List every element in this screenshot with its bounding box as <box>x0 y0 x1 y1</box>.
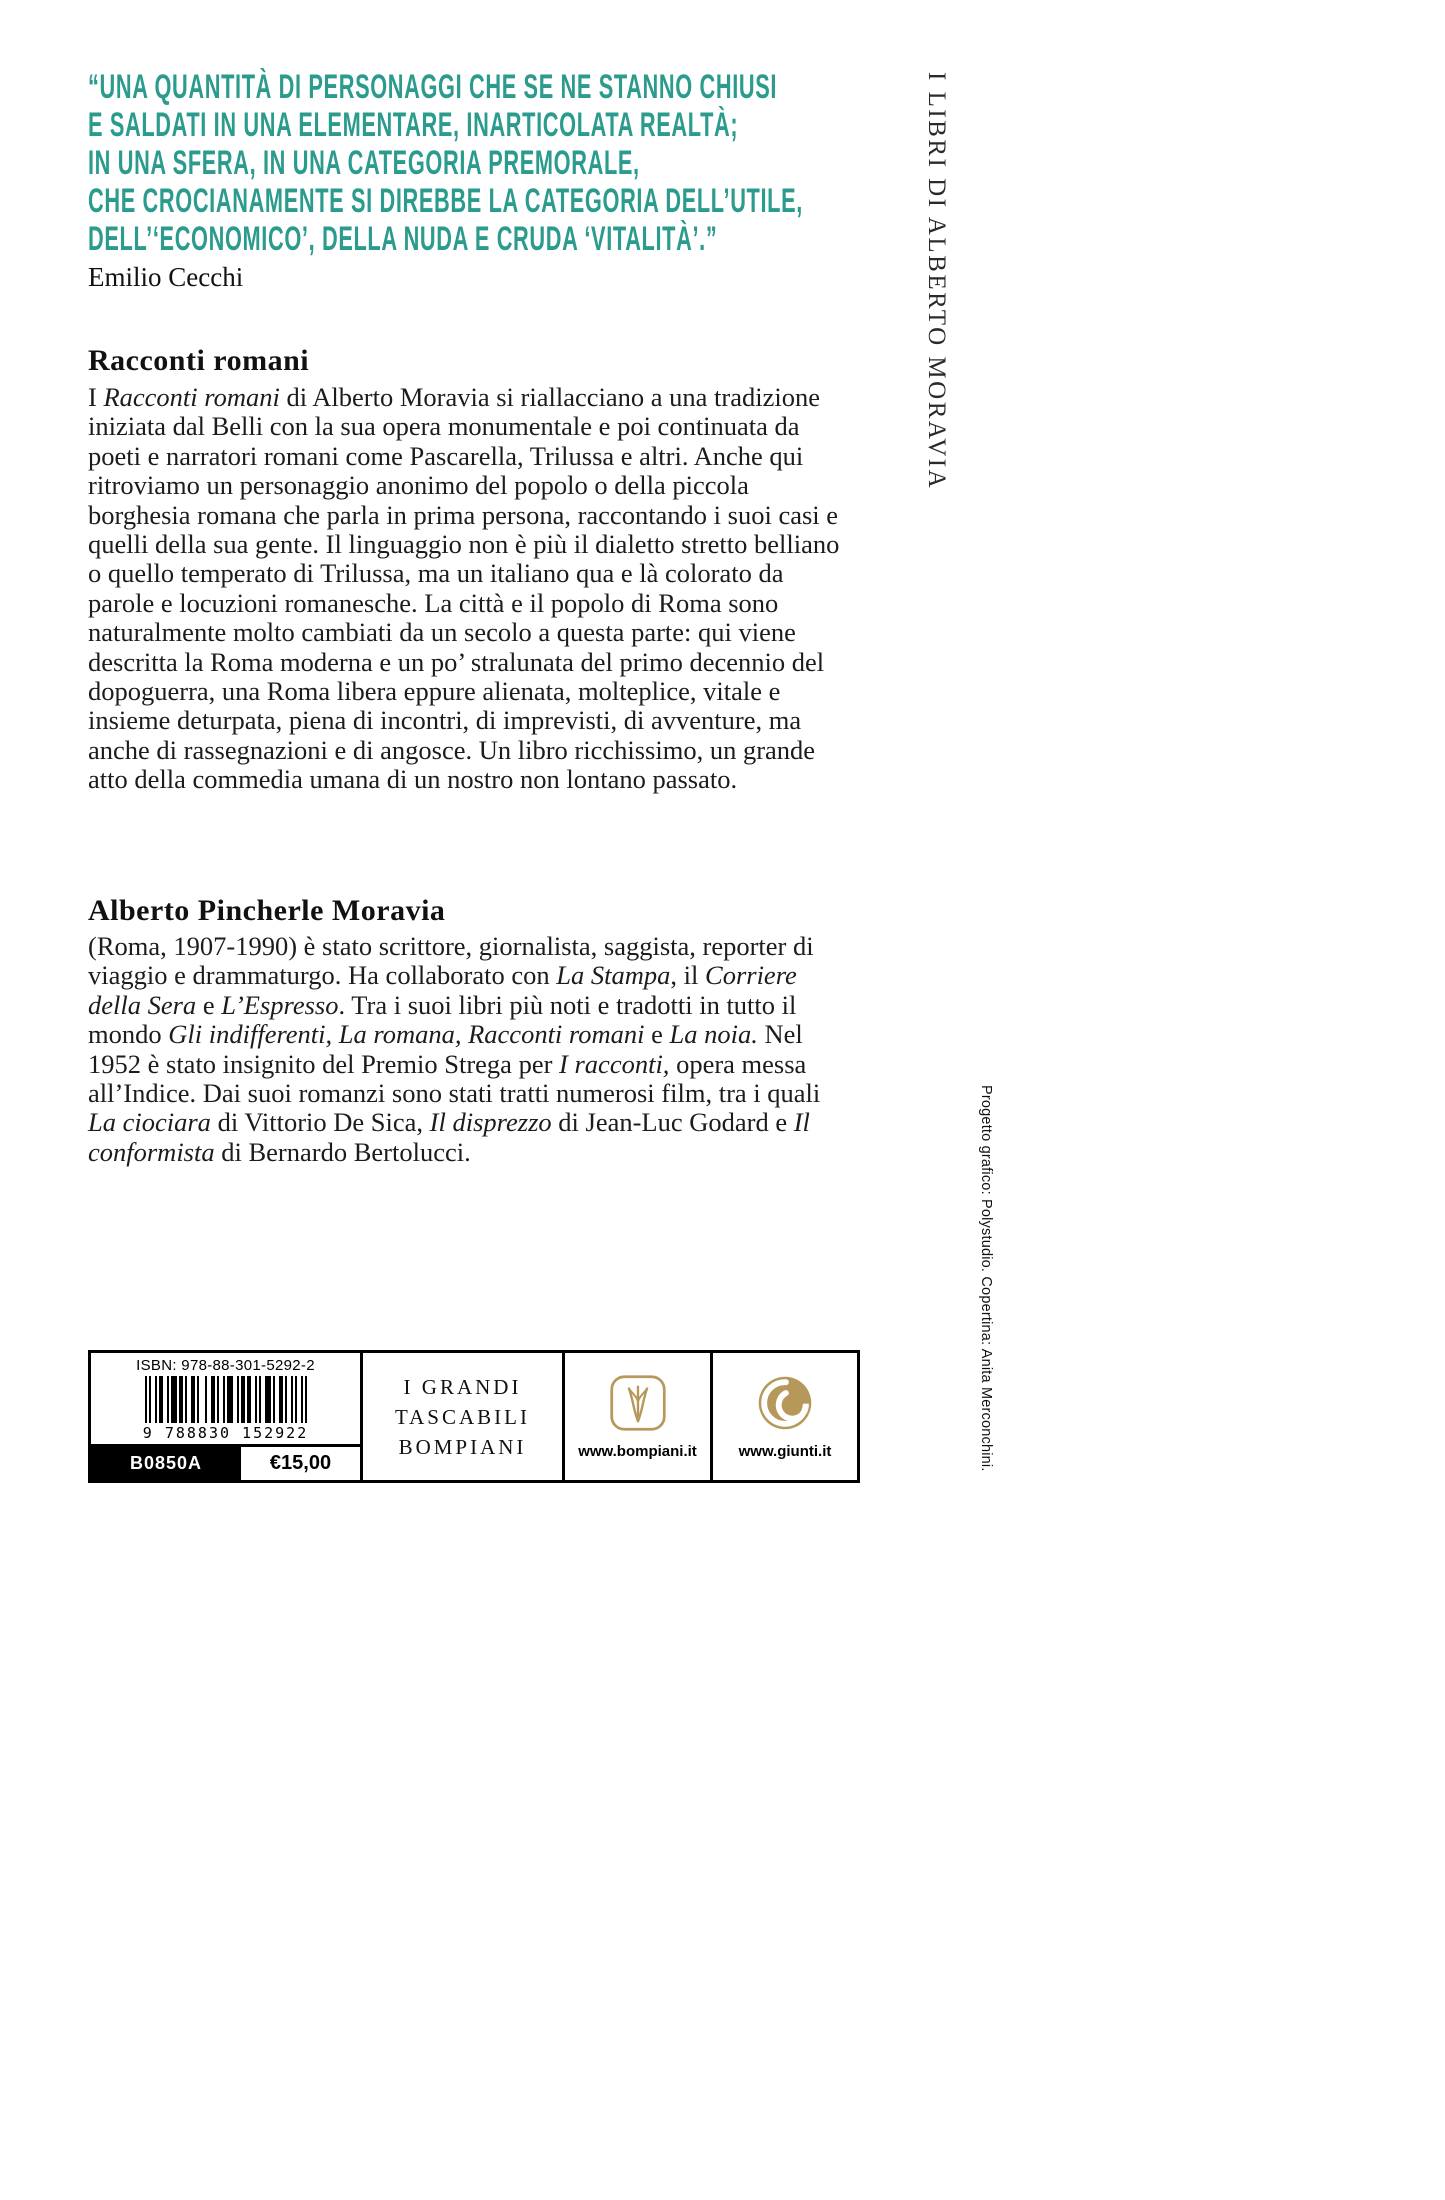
bompiani-cell <box>565 1353 713 1480</box>
text-segment: Il disprezzo <box>429 1107 552 1138</box>
spine-title: I LIBRI DI ALBERTO MORAVIA <box>923 72 950 491</box>
text-segment: (Roma, 1907-1990) è stato scrittore, giornalista, saggista, reporter di viaggio e drammaturgo. Ha collaborato con <box>88 931 814 991</box>
barcode <box>145 1376 307 1423</box>
barcode-bar <box>305 1376 307 1423</box>
text-segment: La noia. <box>669 1019 758 1050</box>
quote-line: E SALDATI IN UNA ELEMENTARE, INARTICOLATA REALTÀ; <box>88 106 739 144</box>
barcode-digits: 9 788830 152922 <box>142 1424 309 1443</box>
text-segment: La Stampa <box>556 960 671 991</box>
giunti-logo-icon <box>756 1374 814 1437</box>
text-segment: L’Espresso <box>221 989 339 1020</box>
text-segment: e <box>644 1019 670 1050</box>
imprint-line: TASCABILI <box>395 1404 530 1429</box>
section-heading-racconti: Racconti romani <box>88 344 310 377</box>
quote-line: IN UNA SFERA, IN UNA CATEGORIA PREMORALE, <box>88 144 640 182</box>
isbn-label: ISBN: 978-88-301-5292-2 <box>136 1357 315 1374</box>
text-segment: Il conformista <box>88 1107 810 1167</box>
text-segment: di Jean-Luc Godard e <box>551 1107 794 1138</box>
text-segment: Racconti romani <box>103 382 280 412</box>
text-segment: La ciociara <box>88 1107 211 1138</box>
quote-line: CHE CROCIANAMENTE SI DIREBBE LA CATEGORIA DELL’UTILE, <box>88 182 803 220</box>
imprint-line: I GRANDI <box>403 1374 522 1399</box>
bompiani-logo-icon <box>609 1374 667 1437</box>
imprint-line: BOMPIANI <box>398 1434 527 1459</box>
quote-attribution: Emilio Cecchi <box>88 262 244 292</box>
price-row <box>91 1444 360 1480</box>
text-segment: di Alberto Moravia si riallacciano a una tradizione iniziata dal Belli con la sua opera monumentale e poi continuata da poeti e narratori romani come Pascarella, Trilussa e altri. Anche qui ritroviamo un personaggio anonimo del popolo o della piccola borghesia romana che parla in prima persona, raccontando i suoi casi e quelli della sua gente. Il linguaggio non è più il dialetto stretto belliano o quello temperato di Trilussa, ma un italiano qua e là colorato da parole e locuzioni romanesche. La città e il popolo di Roma sono naturalmente molto cambiati da un secolo a questa parte: qui viene descritta la Roma moderna e un po’ stralunata del primo decennio del dopoguerra, una Roma libera eppure alienata, molteplice, vitale e insieme deturpata, piena di incontri, di imprevisti, di avventure, ma anche di rassegnazioni e di angosce. Un libro ricchissimo, un grande atto della commedia umana di un nostro non lontano passato. <box>88 382 840 795</box>
section-body-racconti <box>88 383 846 795</box>
section-body-bio <box>88 932 846 1167</box>
imprint-cell <box>363 1353 565 1480</box>
text-segment: di Vittorio De Sica, <box>210 1107 430 1138</box>
text-segment: I <box>88 382 104 412</box>
text-segment: La romana, Racconti romani <box>338 1019 645 1050</box>
text-segment: . Tra i suoi libri più noti e tradotti in tutto il mondo <box>88 989 797 1050</box>
giunti-cell <box>713 1353 857 1480</box>
text-segment: di Bernardo Bertolucci. <box>214 1136 471 1167</box>
text-segment: Corriere della Sera <box>88 960 797 1020</box>
barcode-cell <box>91 1353 363 1480</box>
text-segment: e <box>196 989 222 1020</box>
text-segment: , il <box>670 960 706 991</box>
credits: Progetto grafico: Polystudio. Copertina: Anita Merconchini. <box>978 1085 994 1472</box>
text-segment: opera messa all’Indice. Dai suoi romanzi sono stati tratti numerosi film, tra i quali <box>88 1048 821 1109</box>
quote <box>88 68 908 258</box>
edition-code: B0850A <box>91 1447 241 1480</box>
text-segment <box>332 1019 339 1049</box>
section-heading-bio: Alberto Pincherle Moravia <box>88 894 446 927</box>
quote-line: “UNA QUANTITÀ DI PERSONAGGI CHE SE NE STANNO CHIUSI <box>88 68 778 106</box>
text-segment: Gli indifferenti, <box>168 1019 333 1050</box>
quote-line: DELL’‘ECONOMICO’, DELLA NUDA E CRUDA ‘VITALITÀ’.” <box>88 220 718 258</box>
text-segment: Nel 1952 è stato insignito del Premio Strega per <box>88 1019 803 1079</box>
bompiani-url: www.bompiani.it <box>578 1442 697 1460</box>
text-segment: I racconti, <box>559 1048 670 1079</box>
price: €15,00 <box>269 1452 332 1475</box>
footer-box <box>88 1350 860 1483</box>
giunti-url: www.giunti.it <box>738 1442 832 1460</box>
